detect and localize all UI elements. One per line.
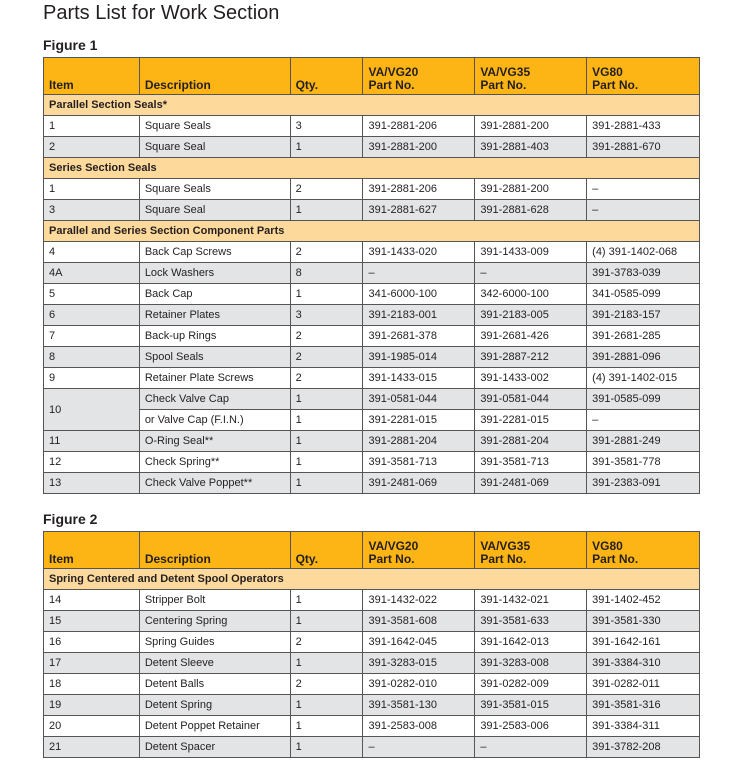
cell-description: Detent Balls [139,674,290,695]
figure-1-label: Figure 1 [43,37,98,53]
cell-va-vg35-part-no: 391-2281-015 [475,410,587,431]
cell-item: 9 [44,368,140,389]
table-row [44,137,700,158]
cell-description: Spring Guides [139,632,290,653]
table-row [44,452,700,473]
cell-vg80-part-no: 391-3581-330 [587,611,700,632]
cell-description: Square Seal [139,137,290,158]
cell-item: 4 [44,242,140,263]
cell-vg80-part-no: 391-3782-208 [587,737,700,758]
cell-va-vg20-part-no: 391-3283-015 [363,653,475,674]
table-row [44,473,700,494]
table-row [44,389,700,410]
cell-qty: 1 [290,737,363,758]
cell-va-vg20-part-no: 391-0581-044 [363,389,475,410]
column-header-va-vg35-part-no: VA/VG35 Part No. [475,58,587,95]
header-row [44,58,700,95]
cell-description: Detent Spacer [139,737,290,758]
section-title: Parallel Section Seals* [44,95,700,116]
cell-description: Lock Washers [139,263,290,284]
cell-va-vg20-part-no: 391-0282-010 [363,674,475,695]
table-row [44,200,700,221]
section-title: Spring Centered and Detent Spool Operators [44,569,700,590]
cell-vg80-part-no: 391-2383-091 [587,473,700,494]
cell-vg80-part-no: 391-2881-433 [587,116,700,137]
table-row [44,326,700,347]
table-row [44,410,700,431]
table-row [44,242,700,263]
cell-vg80-part-no: (4) 391-1402-068 [587,242,700,263]
column-header-item: Item [44,532,140,569]
cell-va-vg35-part-no: 391-1432-021 [475,590,587,611]
cell-qty: 1 [290,410,363,431]
column-header-vg80-part-no: VG80 Part No. [587,532,700,569]
cell-item: 15 [44,611,140,632]
cell-vg80-part-no: 391-3581-778 [587,452,700,473]
cell-va-vg35-part-no: – [475,737,587,758]
cell-qty: 3 [290,305,363,326]
cell-description: Back-up Rings [139,326,290,347]
table-row [44,653,700,674]
cell-qty: 2 [290,179,363,200]
cell-item: 17 [44,653,140,674]
page-title: Parts List for Work Section [43,2,280,24]
cell-description: Back Cap [139,284,290,305]
cell-va-vg20-part-no: 391-1432-022 [363,590,475,611]
figure-2-parts-table [43,531,700,758]
cell-description: Square Seals [139,179,290,200]
column-header-qty: Qty. [290,532,363,569]
cell-va-vg35-part-no: 391-3581-015 [475,695,587,716]
cell-qty: 8 [290,263,363,284]
table-row [44,284,700,305]
cell-item: 13 [44,473,140,494]
cell-va-vg35-part-no: 342-6000-100 [475,284,587,305]
table-row [44,674,700,695]
cell-vg80-part-no: 391-3783-039 [587,263,700,284]
cell-va-vg35-part-no: 391-3581-633 [475,611,587,632]
cell-item: 6 [44,305,140,326]
cell-description: Square Seals [139,116,290,137]
cell-qty: 1 [290,653,363,674]
cell-va-vg35-part-no: 391-2881-403 [475,137,587,158]
column-header-description: Description [139,58,290,95]
cell-qty: 1 [290,590,363,611]
table-row [44,263,700,284]
cell-qty: 1 [290,695,363,716]
cell-va-vg35-part-no: 391-2681-426 [475,326,587,347]
column-header-va-vg20-part-no: VA/VG20 Part No. [363,532,475,569]
cell-vg80-part-no: – [587,179,700,200]
cell-vg80-part-no: (4) 391-1402-015 [587,368,700,389]
cell-va-vg20-part-no: 391-2881-200 [363,137,475,158]
cell-vg80-part-no: 391-3581-316 [587,695,700,716]
cell-vg80-part-no: 391-2183-157 [587,305,700,326]
cell-description: Square Seal [139,200,290,221]
cell-va-vg35-part-no: 391-2183-005 [475,305,587,326]
cell-va-vg20-part-no: 391-2583-008 [363,716,475,737]
figure-2-label: Figure 2 [43,511,98,527]
cell-va-vg20-part-no: 391-1433-020 [363,242,475,263]
cell-qty: 1 [290,611,363,632]
table-row [44,590,700,611]
cell-va-vg20-part-no: 391-1642-045 [363,632,475,653]
section-row [44,95,700,116]
cell-qty: 1 [290,473,363,494]
cell-va-vg20-part-no: 341-6000-100 [363,284,475,305]
column-header-qty: Qty. [290,58,363,95]
cell-item: 4A [44,263,140,284]
cell-va-vg35-part-no: 391-1433-002 [475,368,587,389]
section-row [44,569,700,590]
header-row [44,532,700,569]
cell-va-vg35-part-no: 391-0581-044 [475,389,587,410]
cell-item: 2 [44,137,140,158]
cell-va-vg35-part-no: – [475,263,587,284]
cell-va-vg35-part-no: 391-2881-204 [475,431,587,452]
table-row [44,431,700,452]
cell-description: Stripper Bolt [139,590,290,611]
cell-qty: 1 [290,452,363,473]
cell-vg80-part-no: 391-1402-452 [587,590,700,611]
cell-vg80-part-no: 391-2681-285 [587,326,700,347]
cell-va-vg20-part-no: 391-2881-206 [363,116,475,137]
cell-item: 18 [44,674,140,695]
cell-va-vg20-part-no: 391-2881-206 [363,179,475,200]
cell-qty: 2 [290,368,363,389]
cell-qty: 3 [290,116,363,137]
table-row [44,737,700,758]
cell-item: 20 [44,716,140,737]
cell-description: Spool Seals [139,347,290,368]
cell-description: Retainer Plate Screws [139,368,290,389]
cell-vg80-part-no: 391-2881-096 [587,347,700,368]
cell-qty: 2 [290,674,363,695]
cell-item: 1 [44,116,140,137]
cell-va-vg20-part-no: 391-2881-204 [363,431,475,452]
cell-qty: 2 [290,347,363,368]
cell-item: 5 [44,284,140,305]
cell-item: 8 [44,347,140,368]
table-row [44,695,700,716]
cell-vg80-part-no: 391-3384-311 [587,716,700,737]
cell-va-vg20-part-no: 391-2481-069 [363,473,475,494]
cell-description: Back Cap Screws [139,242,290,263]
cell-qty: 1 [290,431,363,452]
cell-vg80-part-no: – [587,200,700,221]
cell-va-vg20-part-no: – [363,263,475,284]
cell-vg80-part-no: 391-1642-161 [587,632,700,653]
cell-item: 12 [44,452,140,473]
cell-va-vg35-part-no: 391-2887-212 [475,347,587,368]
cell-qty: 1 [290,200,363,221]
cell-qty: 2 [290,632,363,653]
cell-qty: 1 [290,284,363,305]
cell-va-vg35-part-no: 391-2881-628 [475,200,587,221]
cell-qty: 1 [290,137,363,158]
cell-item: 10 [44,389,140,431]
cell-va-vg20-part-no: – [363,737,475,758]
cell-vg80-part-no: 391-2881-249 [587,431,700,452]
section-row [44,221,700,242]
cell-va-vg20-part-no: 391-1433-015 [363,368,475,389]
cell-vg80-part-no: – [587,410,700,431]
cell-description: Centering Spring [139,611,290,632]
cell-description: or Valve Cap (F.I.N.) [139,410,290,431]
section-row [44,158,700,179]
column-header-item: Item [44,58,140,95]
table-row [44,116,700,137]
cell-qty: 2 [290,326,363,347]
cell-description: Detent Poppet Retainer [139,716,290,737]
cell-item: 3 [44,200,140,221]
cell-qty: 1 [290,716,363,737]
cell-item: 19 [44,695,140,716]
table-row [44,368,700,389]
cell-va-vg20-part-no: 391-3581-130 [363,695,475,716]
cell-description: Check Valve Cap [139,389,290,410]
cell-va-vg35-part-no: 391-2881-200 [475,116,587,137]
table-row [44,179,700,200]
cell-va-vg20-part-no: 391-2681-378 [363,326,475,347]
cell-va-vg20-part-no: 391-3581-608 [363,611,475,632]
cell-description: Retainer Plates [139,305,290,326]
cell-va-vg35-part-no: 391-2583-006 [475,716,587,737]
column-header-va-vg20-part-no: VA/VG20 Part No. [363,58,475,95]
table-row [44,611,700,632]
cell-va-vg20-part-no: 391-2183-001 [363,305,475,326]
cell-item: 21 [44,737,140,758]
cell-description: Detent Spring [139,695,290,716]
cell-vg80-part-no: 391-0585-099 [587,389,700,410]
cell-va-vg35-part-no: 391-1642-013 [475,632,587,653]
section-title: Series Section Seals [44,158,700,179]
cell-va-vg35-part-no: 391-0282-009 [475,674,587,695]
column-header-vg80-part-no: VG80 Part No. [587,58,700,95]
cell-va-vg20-part-no: 391-3581-713 [363,452,475,473]
cell-item: 7 [44,326,140,347]
column-header-description: Description [139,532,290,569]
table-row [44,305,700,326]
cell-item: 16 [44,632,140,653]
cell-description: O-Ring Seal** [139,431,290,452]
cell-va-vg20-part-no: 391-2881-627 [363,200,475,221]
cell-item: 11 [44,431,140,452]
cell-description: Check Valve Poppet** [139,473,290,494]
cell-item: 1 [44,179,140,200]
cell-item: 14 [44,590,140,611]
cell-vg80-part-no: 391-3384-310 [587,653,700,674]
cell-qty: 2 [290,242,363,263]
cell-va-vg20-part-no: 391-2281-015 [363,410,475,431]
cell-vg80-part-no: 341-0585-099 [587,284,700,305]
cell-va-vg35-part-no: 391-2481-069 [475,473,587,494]
cell-va-vg35-part-no: 391-2881-200 [475,179,587,200]
cell-va-vg35-part-no: 391-3581-713 [475,452,587,473]
table-row [44,632,700,653]
cell-va-vg20-part-no: 391-1985-014 [363,347,475,368]
table-row [44,347,700,368]
table-row [44,716,700,737]
cell-vg80-part-no: 391-2881-670 [587,137,700,158]
cell-qty: 1 [290,389,363,410]
cell-vg80-part-no: 391-0282-011 [587,674,700,695]
figure-1-parts-table [43,57,700,494]
section-title: Parallel and Series Section Component Parts [44,221,700,242]
cell-va-vg35-part-no: 391-3283-008 [475,653,587,674]
cell-description: Check Spring** [139,452,290,473]
column-header-va-vg35-part-no: VA/VG35 Part No. [475,532,587,569]
cell-va-vg35-part-no: 391-1433-009 [475,242,587,263]
cell-description: Detent Sleeve [139,653,290,674]
